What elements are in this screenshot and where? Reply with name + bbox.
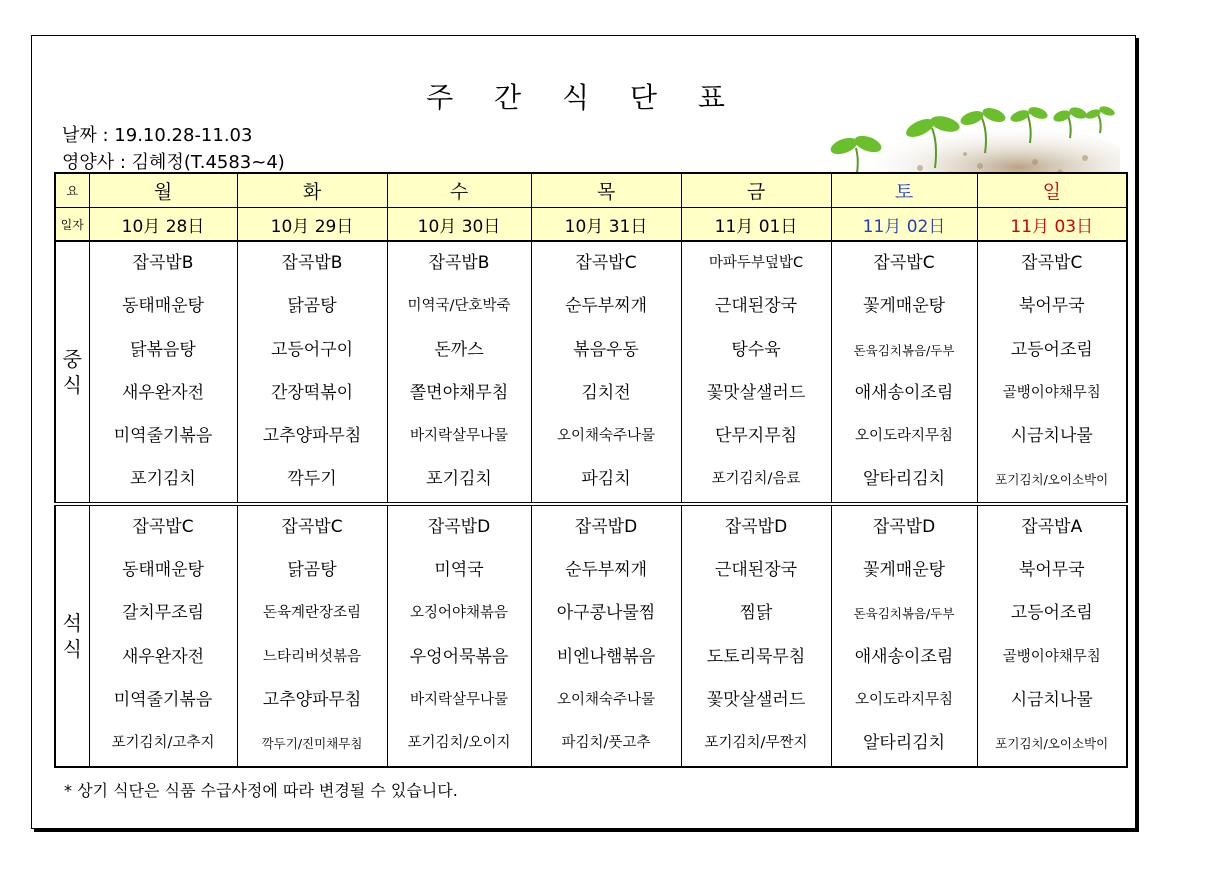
weekday-mon: 월 [89,173,237,208]
date-tue: 10月 29日 [237,208,387,242]
menu-item: 잡곡밥B [428,253,490,273]
menu-item: 닭볶음탕 [130,339,196,360]
menu-item: 북어무국 [1018,296,1085,317]
menu-item: 애새송이조림 [854,382,954,403]
menu-item: 새우완자전 [121,382,205,403]
menu-item: 꽃게매운탕 [862,296,946,317]
weekday-fri: 금 [681,173,831,208]
weekday-sat: 토 [831,173,977,208]
weekday-wed: 수 [387,173,531,208]
menu-item: 포기김치/무짠지 [704,735,808,752]
menu-item: 깍두기 [287,469,337,490]
date-row [55,208,1127,242]
date-range: 날짜 : 19.10.28-11.03 [62,125,253,146]
menu-item: 파김치 [581,469,631,490]
menu-item: 꽃맛살샐러드 [706,689,806,710]
menu-item: 고추양파무침 [262,689,362,710]
dinner-row [55,504,1127,767]
menu-item: 고추양파무침 [262,426,362,447]
menu-item: 포기김치/오이지 [407,735,511,752]
menu-item: 꽃게매운탕 [862,560,946,581]
menu-item: 애새송이조림 [854,646,954,667]
menu-item: 느타리버섯볶음 [262,648,362,665]
lunch-label: 중 식 [55,241,89,504]
menu-item: 포기김치/오이소박이 [995,472,1109,488]
lunch-column-tue [237,241,387,504]
menu-item: 고등어조림 [1010,603,1093,624]
menu-item: 순두부찌개 [564,296,648,317]
page-title: 주 간 식 단 표 [426,81,741,114]
menu-item: 미역줄기볶음 [113,426,213,447]
menu-item: 포기김치/오이소박이 [995,736,1109,752]
lunch-column-fri [681,241,831,504]
menu-item: 고등어구이 [270,339,354,360]
menu-item: 꽃맛살샐러드 [706,382,806,403]
menu-item: 바지락살무나물 [409,691,509,708]
menu-item: 쫄면야채무침 [409,382,509,403]
menu-item: 잡곡밥D [427,516,491,537]
menu-item: 알타리김치 [862,469,946,490]
menu-item: 닭곰탕 [287,560,337,581]
menu-item: 동태매운탕 [121,560,205,581]
menu-item: 깍두기/진미채무침 [261,736,363,752]
date-mon: 10月 28日 [89,208,237,242]
dinner-column-mon [89,504,237,767]
menu-item: 잡곡밥B [132,253,194,273]
menu-item: 오이도라지무침 [854,428,954,445]
menu-item: 골뱅이야채무침 [1002,384,1101,401]
menu-item: 근대된장국 [714,296,798,317]
menu-item: 포기김치/고추지 [111,735,215,752]
date-thu: 10月 31日 [531,208,681,242]
menu-item: 새우완자전 [121,646,205,667]
date-wed: 10月 30日 [387,208,531,242]
menu-item: 찜닭 [739,603,773,624]
day-column-label: 요 [55,173,89,208]
menu-item: 시금치나물 [1010,426,1093,447]
lunch-column-thu [531,241,681,504]
menu-item: 잡곡밥B [281,253,343,273]
date-fri: 11月 01日 [681,208,831,242]
lunch-column-sun [977,241,1127,504]
menu-item: 오이도라지무침 [854,691,954,708]
weekday-header-row [55,173,1127,208]
menu-item: 우엉어묵볶음 [409,646,509,667]
menu-item: 돈까스 [434,339,484,360]
dinner-column-thu [531,504,681,767]
menu-item: 포기김치 [130,469,196,490]
menu-item: 닭곰탕 [287,296,337,317]
menu-item: 단무지무침 [714,426,798,447]
menu-item: 시금치나물 [1010,689,1093,710]
lunch-column-wed [387,241,531,504]
dinner-column-wed [387,504,531,767]
dinner-column-tue [237,504,387,767]
menu-item: 미역국 [434,560,484,581]
menu-item: 잡곡밥C [1021,253,1083,273]
menu-item: 잡곡밥C [281,516,343,537]
dinner-column-sun [977,504,1127,767]
notice-text: * 상기 식단은 식품 수급사정에 따라 변경될 수 있습니다. [64,781,458,800]
menu-item: 아구콩나물찜 [556,603,656,624]
menu-item: 돈육김치볶음/두부 [853,606,955,622]
menu-item: 잡곡밥A [1021,516,1083,537]
menu-item: 잡곡밥D [724,516,788,537]
menu-item: 오이채숙주나물 [556,691,656,708]
date-sun: 11月 03日 [977,208,1127,242]
menu-item: 볶음우동 [573,339,639,360]
menu-item: 바지락살무나물 [409,428,509,445]
lunch-column-sat [831,241,977,504]
menu-item: 미역국/단호박죽 [407,298,511,315]
menu-item: 동태매운탕 [121,296,205,317]
menu-item: 잡곡밥C [575,253,637,273]
dinner-column-sat [831,504,977,767]
menu-sheet [31,35,1136,829]
dinner-column-fri [681,504,831,767]
menu-item: 미역줄기볶음 [113,689,213,710]
menu-item: 마파두부덮밥C [708,255,804,271]
menu-item: 파김치/풋고추 [561,735,651,752]
menu-item: 김치전 [581,382,631,403]
menu-item: 포기김치/음료 [711,471,801,488]
menu-item: 갈치무조림 [121,603,205,624]
menu-item: 포기김치 [426,469,492,490]
menu-item: 잡곡밥C [132,516,194,537]
menu-item: 비엔나햄볶음 [556,646,656,667]
menu-item: 근대된장국 [714,560,798,581]
dinner-label: 석 식 [62,610,82,661]
weekday-sun: 일 [977,173,1127,208]
menu-item: 도토리묵무침 [706,646,806,667]
menu-item: 잡곡밥D [872,516,936,537]
menu-item: 북어무국 [1018,560,1085,581]
menu-item: 간장떡볶이 [270,382,354,403]
menu-item: 잡곡밥D [574,516,638,537]
menu-item: 오징어야채볶음 [409,605,509,622]
menu-item: 고등어조림 [1010,339,1093,360]
weekly-menu-table [54,172,1128,768]
lunch-column-mon [89,241,237,504]
weekday-tue: 화 [237,173,387,208]
menu-item: 순두부찌개 [564,560,648,581]
menu-item: 돈육계란장조림 [262,605,362,622]
menu-item: 돈육김치볶음/두부 [853,342,955,358]
date-column-label: 일자 [55,208,89,242]
date-sat: 11月 02日 [831,208,977,242]
menu-item: 탕수육 [731,339,781,360]
menu-item: 알타리김치 [862,733,946,754]
lunch-row [55,241,1127,504]
weekday-thu: 목 [531,173,681,208]
menu-item: 골뱅이야채무침 [1002,648,1101,665]
menu-item: 오이채숙주나물 [556,428,656,445]
nutritionist-info: 영양사 : 김혜정(T.4583~4) [62,152,285,173]
menu-item: 잡곡밥C [873,253,935,273]
